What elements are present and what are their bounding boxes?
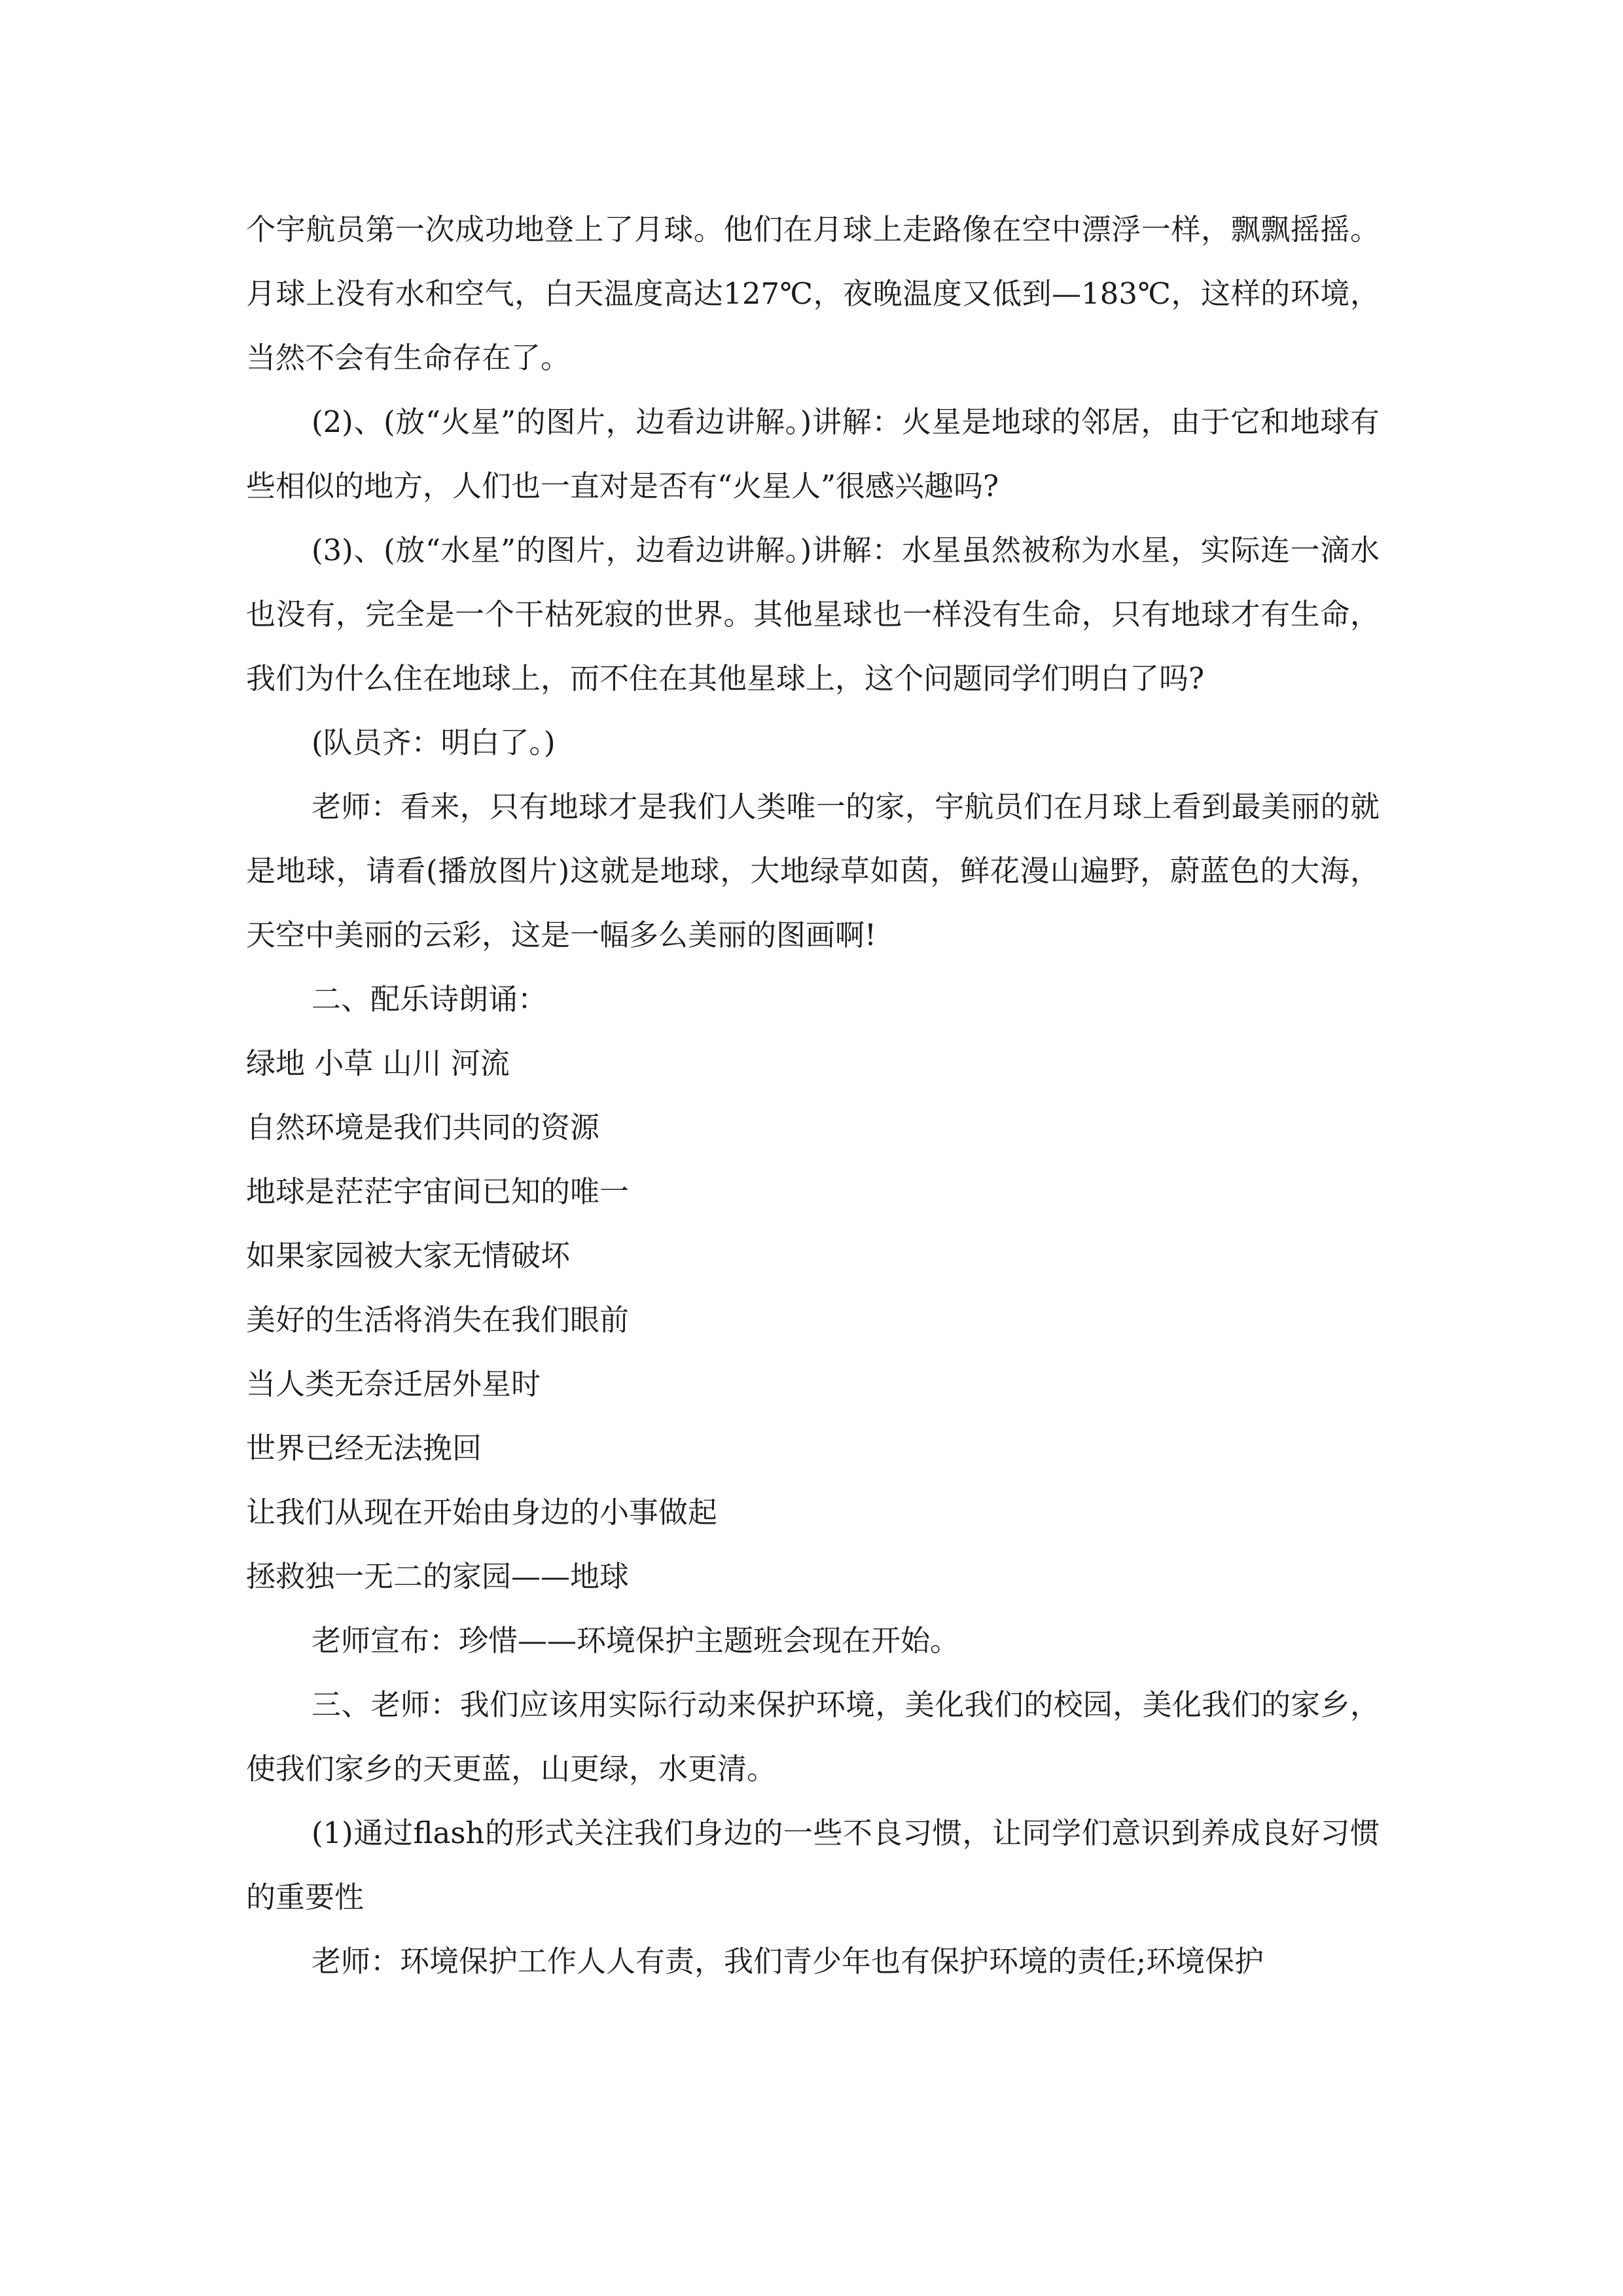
- paragraph-team-response: (队员齐：明白了。): [312, 725, 556, 760]
- paragraph-mars: (2)、(放“火星”的图片，边看边讲解。)讲解：火星是地球的邻居，由于它和地球有些相似的地方，人们也一直对是否有“火星人”很感兴趣吗?: [246, 404, 1380, 503]
- poem-line: 当人类无奈迁居外星时: [246, 1367, 541, 1401]
- paragraph-mercury: (3)、(放“水星”的图片，边看边讲解。)讲解：水星虽然被称为水星，实际连一滴水也没有，完全是一个干枯死寂的世界。其他星球也一样没有生命，只有地球才有生命，我们为什么住在地球上，而不住在其他星球上，这个问题同学们明白了吗?: [246, 533, 1380, 696]
- paragraph-teacher-responsibility: 老师：环境保护工作人人有责，我们青少年也有保护环境的责任;环境保护: [312, 1944, 1264, 1979]
- section-heading-action: 三、老师：我们应该用实际行动来保护环境，美化我们的校园，美化我们的家乡，使我们家乡的天更蓝，山更绿，水更清。: [246, 1687, 1380, 1786]
- poem-line: 绿地 小草 山川 河流: [246, 1046, 510, 1081]
- poem-line: 美好的生活将消失在我们眼前: [246, 1302, 630, 1337]
- poem-line: 让我们从现在开始由身边的小事做起: [246, 1495, 718, 1530]
- section-heading-poem: 二、配乐诗朗诵：: [312, 982, 548, 1016]
- paragraph-teacher-earth: 老师：看来，只有地球才是我们人类唯一的家，宇航员们在月球上看到最美丽的就是地球，请看(播放图片)这就是地球，大地绿草如茵，鲜花漫山遍野，蔚蓝色的大海，天空中美丽的云彩，这是一幅多么美丽的图画啊!: [246, 789, 1380, 952]
- poem-line: 自然环境是我们共同的资源: [246, 1110, 600, 1145]
- poem-line: 拯救独一无二的家园——地球: [246, 1559, 630, 1594]
- paragraph-teacher-announcement: 老师宣布：珍惜——环境保护主题班会现在开始。: [312, 1623, 960, 1658]
- poem-line: 地球是茫茫宇宙间已知的唯一: [246, 1174, 630, 1209]
- paragraph-flash-habits: (1)通过flash的形式关注我们身边的一些不良习惯，让同学们意识到养成良好习惯的重要性: [246, 1816, 1380, 1914]
- poem-line: 如果家园被大家无情破坏: [246, 1238, 571, 1273]
- paragraph-moon-landing: 个宇航员第一次成功地登上了月球。他们在月球上走路像在空中漂浮一样，飘飘摇摇。月球上没有水和空气，白天温度高达127℃，夜晚温度又低到—183℃，这样的环境，当然不会有生命存在了。: [246, 212, 1380, 375]
- document-body: [246, 198, 1380, 1994]
- poem-line: 世界已经无法挽回: [246, 1431, 482, 1465]
